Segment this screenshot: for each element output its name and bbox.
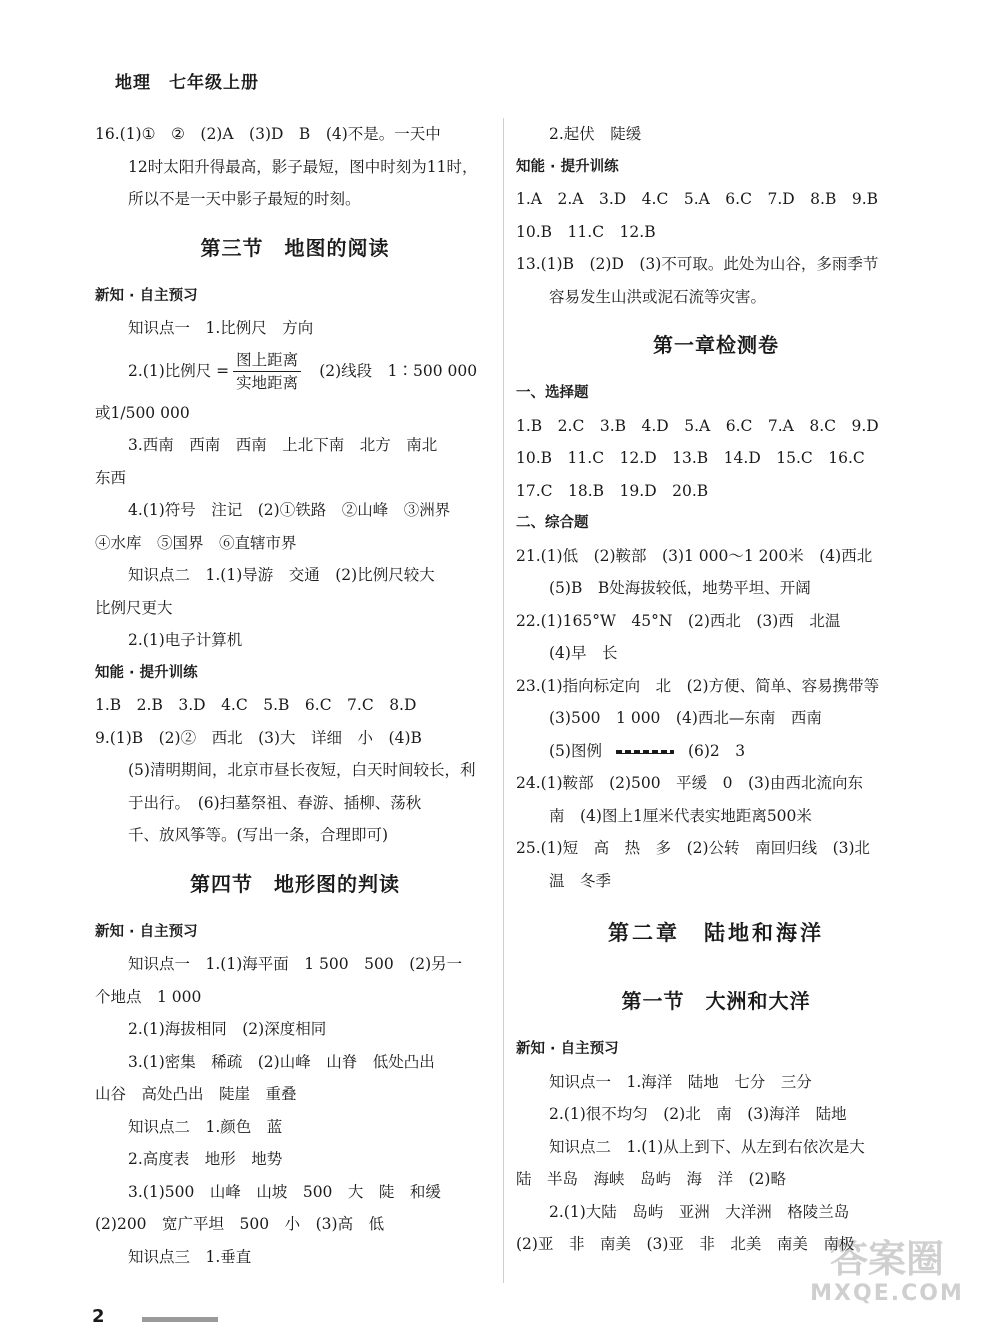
line-text: 第四节 地形图的判读 [190,871,400,896]
subsection-label [516,507,916,540]
line-text-continued: (2)线段 1∶500 000 [319,361,478,380]
text-line [516,735,916,768]
watermark-url: MXQE.COM [810,1281,964,1306]
text-line [95,981,495,1014]
line-text: 2.(1)大陆 岛屿 亚洲 大洋洲 格陵兰岛 [549,1202,850,1221]
line-text: 新知 · 自主预习 [516,1041,619,1057]
text-line [95,429,495,462]
subsection-label [516,377,916,410]
text-line [95,559,495,592]
line-text: 陆 半岛 海峡 岛屿 海 洋 (2)略 [516,1170,786,1188]
line-text: (3)500 1 000 (4)西北—东南 西南 [549,709,822,727]
text-line [95,787,495,820]
text-line [516,865,916,898]
text-line [95,312,495,345]
line-text: 知识点一 1.海洋 陆地 七分 三分 [549,1072,812,1091]
line-text: 13.(1)B (2)D (3)不可取。此处为山谷，多雨季节 [516,255,879,273]
text-line [516,410,916,443]
line-text: 21.(1)低 (2)鞍部 (3)1 000～1 200米 (4)西北 [516,546,873,565]
text-line [95,397,495,430]
column-divider [503,118,504,1283]
chapter-title [516,897,916,969]
text-line [516,572,916,605]
line-text: 知识点一 1.(1)海平面 1 500 500 (2)另一 [128,955,463,973]
text-line [95,345,495,397]
line-text: 12时太阳升得最高，影子最短，图中时刻为11时， [128,157,478,176]
line-text: 24.(1)鞍部 (2)500 平缓 0 (3)由西北流向东 [516,774,863,792]
line-text: 知识点二 1.颜色 蓝 [128,1117,283,1136]
line-text: 个地点 1 000 [95,987,202,1006]
left-column [95,118,495,1273]
line-text: 温 冬季 [549,871,612,890]
line-text: 山谷 高处凸出 陡崖 重叠 [95,1085,297,1103]
text-line [95,819,495,852]
line-text: 1.A 2.A 3.D 4.C 5.A 6.C 7.D 8.B 9.B [516,190,879,208]
fraction-denominator: 实地距离 [236,374,299,392]
line-text: 知识点一 1.比例尺 方向 [128,319,314,337]
text-line [516,605,916,638]
text-line [95,1241,495,1274]
line-text: (5)图例 [549,741,602,760]
line-text: 所以不是一天中影子最短的时刻。 [128,190,361,208]
line-text: 16.(1)① ② (2)A (3)D B (4)不是。一天中 [95,125,441,143]
line-text: 10.B 11.C 12.D 13.B 14.D 15.C 16.C [516,449,865,467]
footer-bar [142,1317,218,1322]
line-text: 知能 · 提升训练 [516,158,619,175]
text-line [95,624,495,657]
line-text: 新知 · 自主预习 [95,287,198,304]
line-text: 3.(1)密集 稀疏 (2)山峰 山脊 低处凸出 [128,1052,435,1071]
text-line [95,592,495,625]
line-text: 25.(1)短 高 热 多 (2)公转 南回归线 (3)北 [516,839,871,857]
text-line [95,1176,495,1209]
text-line [95,722,495,755]
line-text-continued: (6)2 3 [687,741,746,760]
line-text: 17.C 18.B 19.D 20.B [516,481,709,500]
line-text: 2.(1)电子计算机 [128,631,243,649]
text-line [95,494,495,527]
fraction-numerator: 图上距离 [233,349,301,372]
line-text: 一、选择题 [516,385,589,401]
text-line [516,1066,916,1099]
line-text: 第一章检测卷 [653,333,779,357]
watermark-text: 答案圈 [829,1237,944,1281]
text-line [516,670,916,703]
text-line [95,1078,495,1111]
section-title [95,852,495,916]
text-line [516,216,916,249]
line-text: 新知 · 自主预习 [95,923,198,940]
text-line [516,540,916,573]
text-line [516,1098,916,1131]
text-line [516,1131,916,1164]
line-text: 容易发生山洪或泥石流等灾害。 [549,287,767,306]
text-line [95,1111,495,1144]
line-text: 知能 · 提升训练 [95,664,198,681]
scale-fraction [233,349,301,394]
line-text: 22.(1)165°W 45°N (2)西北 (3)西 北温 [516,611,841,630]
line-text: 于出行。 (6)扫墓祭祖、春游、插柳、荡秋 [128,793,422,812]
text-line [516,702,916,735]
section-title [95,216,495,280]
subsection-label [95,916,495,949]
text-line [516,248,916,281]
line-text: 1.B 2.B 3.D 4.C 5.B 6.C 7.C 8.D [95,696,417,714]
line-text: 比例尺更大 [95,598,173,617]
line-text: 23.(1)指向标定向 北 (2)方便、简单、容易携带等 [516,676,880,695]
section-title [516,313,916,377]
text-line [95,1046,495,1079]
line-text: 4.(1)符号 注记 (2)①铁路 ②山峰 ③洲界 [128,501,451,519]
text-line [95,118,495,151]
text-line [95,948,495,981]
line-text: 9.(1)B (2)② 西北 (3)大 详细 小 (4)B [95,728,422,747]
scale-bar-icon [616,750,674,754]
text-line [516,475,916,508]
text-line [516,800,916,833]
line-text: 第一节 大洲和大洋 [621,989,811,1013]
text-line [516,832,916,865]
line-text: (2)200 宽广平坦 500 小 (3)高 低 [95,1215,385,1233]
watermark-logo [802,1237,972,1317]
text-line [95,1143,495,1176]
line-text: 第二章 陆地和海洋 [608,920,824,945]
line-text: (2)亚 非 南美 (3)亚 非 北美 南美 南极 [516,1235,855,1253]
text-line [95,1013,495,1046]
line-text: 或1/500 000 [95,403,190,422]
subsection-label [516,151,916,184]
line-text: (5)清明期间，北京市昼长夜短，白天时间较长，利 [128,761,476,779]
text-line [95,754,495,787]
text-line [516,183,916,216]
right-column [516,118,916,1261]
line-text: (4)早 长 [549,644,618,662]
page-header: 地理 七年级上册 [115,73,259,93]
line-text: 第三节 地图的阅读 [200,235,390,260]
line-text: (5)B B处海拔较低，地势平坦、开阔 [549,579,811,597]
line-text: 东西 [95,468,127,487]
line-text: 3.(1)500 山峰 山坡 500 大 陡 和缓 [128,1182,441,1201]
line-text: 南 (4)图上1厘米代表实地距离500米 [549,806,812,825]
text-line [95,462,495,495]
text-line [516,637,916,670]
line-text: 知识点二 1.(1)导游 交通 (2)比例尺较大 [128,566,435,584]
text-line [95,689,495,722]
text-line [516,442,916,475]
subsection-label [95,657,495,690]
page-number: 2 [92,1306,105,1327]
line-text: ④水库 ⑤国界 ⑥直辖市界 [95,533,297,552]
section-title [516,969,916,1033]
line-text: 10.B 11.C 12.B [516,222,656,241]
text-line [95,527,495,560]
line-text: 2.(1)很不均匀 (2)北 南 (3)海洋 陆地 [549,1105,847,1123]
text-line [516,767,916,800]
line-text: 二、综合题 [516,515,589,531]
text-line [516,118,916,151]
text-line [516,281,916,314]
line-text: 知识点三 1.垂直 [128,1247,252,1266]
line-text: 2.高度表 地形 地势 [128,1150,283,1168]
subsection-label [516,1033,916,1066]
line-text: 2.(1)海拔相同 (2)深度相同 [128,1020,327,1038]
text-line [95,1208,495,1241]
subsection-label [95,280,495,313]
text-line [516,1163,916,1196]
line-text: 2.(1)比例尺 = [128,361,230,380]
line-text: 千、放风筝等。(写出一条，合理即可) [128,826,389,844]
line-text: 2.起伏 陡缓 [549,125,642,143]
line-text: 知识点二 1.(1)从上到下、从左到右依次是大 [549,1137,865,1156]
text-line [516,1196,916,1229]
text-line [95,151,495,184]
line-text: 3.西南 西南 西南 上北下南 北方 南北 [128,436,438,454]
line-text: 1.B 2.C 3.B 4.D 5.A 6.C 7.A 8.C 9.D [516,416,879,435]
text-line [95,183,495,216]
